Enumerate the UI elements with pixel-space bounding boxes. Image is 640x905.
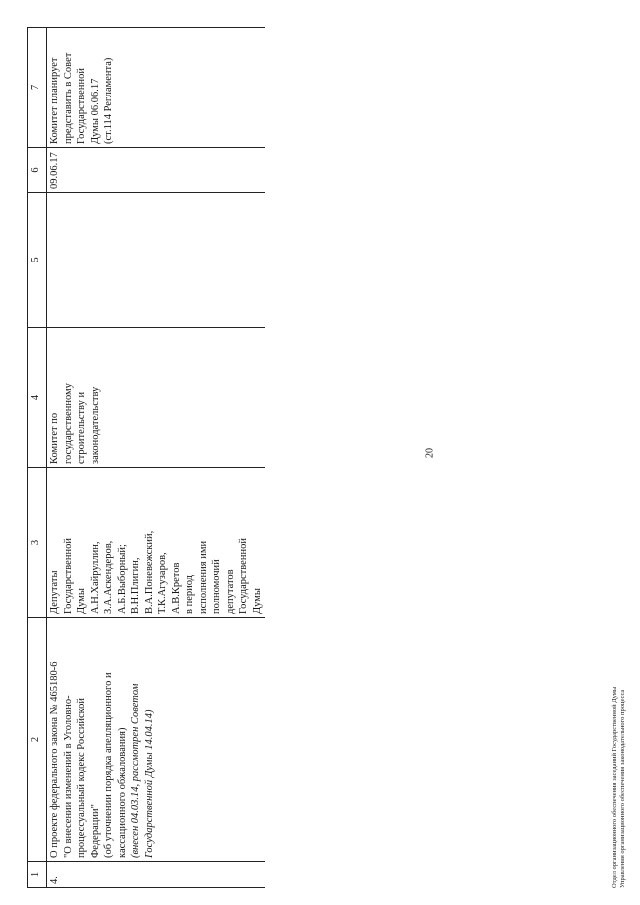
remark-line: Государственной — [76, 68, 87, 144]
rotated-sheet — [27, 28, 640, 888]
committee-line: государственному — [62, 383, 74, 464]
bill-line: О проекте федерального закона № 465180-6 — [49, 661, 60, 858]
footer-department — [611, 28, 627, 888]
remark-cell — [47, 28, 266, 148]
author-line: З.А.Аскендеров, — [103, 540, 114, 614]
author-line: исполнения ими — [197, 540, 209, 614]
bill-line: "О внесении изменений в Уголовно- — [62, 695, 74, 858]
author-line: В.А.Поневежский, — [143, 530, 155, 614]
author-line: А.Н.Хайруллин, — [89, 541, 101, 614]
author-line: А.В.Кретов — [170, 562, 182, 614]
bill-note-line: (внесен 04.03.14, рассмотрен Советом — [130, 683, 141, 858]
bill-line: кассационного обжалования) — [116, 727, 128, 858]
author-line: Государственной — [62, 538, 74, 614]
header-col-1: 1 — [28, 862, 47, 888]
author-line: А.Б.Выборный; — [116, 544, 128, 614]
date-cell: 09.06.17 — [47, 148, 266, 193]
bill-line: Федерации" — [89, 804, 101, 858]
responsible-committee — [47, 328, 266, 468]
author-line: Т.К.Агузаров, — [157, 552, 168, 614]
header-col-7: 7 — [28, 28, 47, 148]
bill-line: (об уточнении порядка апелляционного и — [103, 672, 114, 858]
bill-authors — [47, 468, 266, 618]
header-col-2: 2 — [28, 618, 47, 862]
header-col-4: 4 — [28, 328, 47, 468]
page-number: 20 — [424, 448, 436, 458]
author-line: Думы — [76, 588, 87, 614]
col-5-cell — [47, 193, 266, 328]
header-row — [28, 28, 47, 888]
row-number: 4. — [47, 862, 266, 888]
committee-line: законодательству — [89, 386, 101, 464]
header-col-3: 3 — [28, 468, 47, 618]
footer-line-1: Отдел организационного обеспечения заседаний Государственной Думы — [611, 686, 618, 888]
bill-description — [47, 618, 266, 862]
bills-table — [27, 27, 265, 888]
bill-note-line: Государственной Думы 14.04.14) — [143, 709, 155, 858]
header-col-5: 5 — [28, 193, 47, 328]
remark-line: (ст.114 Регламента) — [103, 57, 114, 144]
committee-line: Комитет по — [49, 412, 60, 464]
author-line: Государственной — [238, 538, 249, 614]
author-line: в период — [184, 574, 195, 614]
footer-line-2: Управления организационного обеспечения законодательного процесса — [619, 689, 626, 888]
author-line: В.Н.Плигин, — [130, 557, 141, 614]
remark-line: Думы 06.06.17 — [89, 78, 101, 144]
header-col-6: 6 — [28, 148, 47, 193]
bill-line: процессуальный кодекс Российской — [76, 697, 87, 858]
author-line: Думы — [251, 588, 263, 614]
table-row — [47, 28, 266, 888]
author-line: депутатов — [224, 569, 236, 614]
remark-line: Комитет планирует — [49, 57, 60, 144]
author-line: Депутаты — [49, 570, 60, 614]
remark-line: представить в Совет — [62, 52, 74, 144]
committee-line: строительству и — [76, 391, 87, 464]
author-line: полномочий — [211, 559, 222, 614]
